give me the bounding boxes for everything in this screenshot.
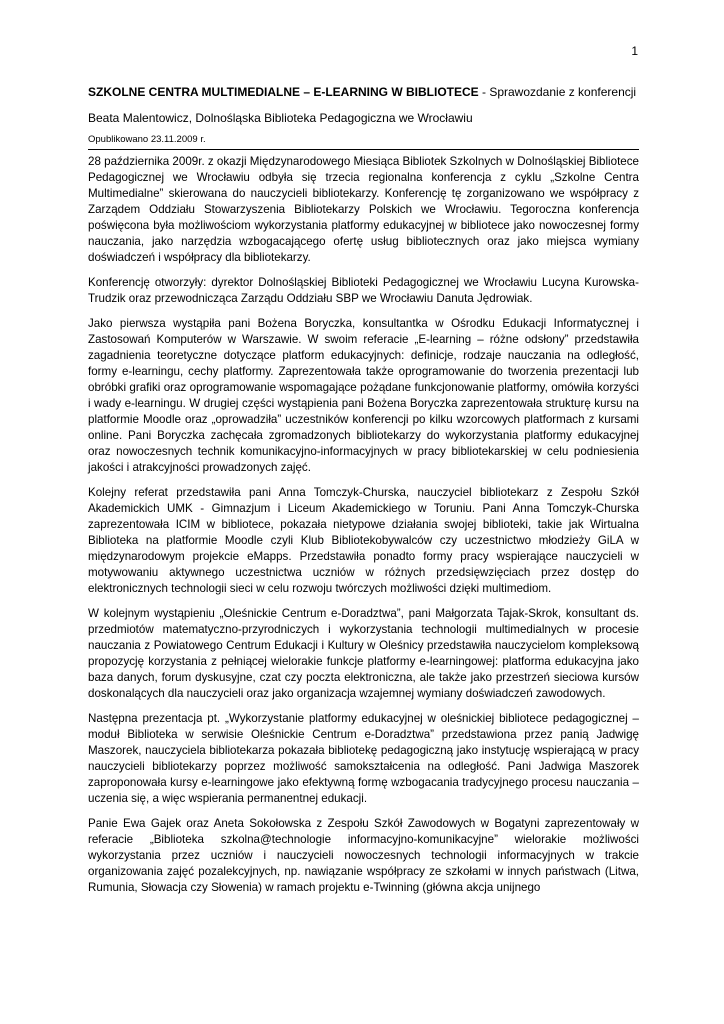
paragraph-opening: Konferencję otworzyły: dyrektor Dolnośląskiej Biblioteki Pedagogicznej we Wrocławiu Lucyna Kurowska-Trudzik oraz przewodnicząca Zarządu Oddziału SBP we Wrocławiu Danuta Jędrowiak. [88, 276, 639, 305]
author-line: Beata Malentowicz, Dolnośląska Biblioteka Pedagogiczna we Wrocławiu [88, 111, 473, 125]
paragraph-tomczyk-churska: Kolejny referat przedstawiła pani Anna Tomczyk-Churska, nauczyciel bibliotekarz z Zespołu Szkół Akademickich UMK - Gimnazjum i Liceum Akademickiego w Toruniu. Pani Anna Tomczyk-Churska zaprezentowała ICIM w bibliotece, pokazała nietypowe działania swojej biblioteki, takie jak Wirtualna Biblioteka na platformie Moodle czyli Klub Bibliotekobywalców czy uczestnictwo młodzieży GiLA w międzynarodowym projekcie eMapps. Przedstawiła ponadto formy pracy wspierające nauczycieli w motywowaniu aktywnego uczestnictwa uczniów w różnych przedsięwzięciach przez dostęp do elektronicznych technologii sieci w celu rozwoju twórczych możliwości dzięki multimediom. [88, 486, 639, 595]
paragraph-maszorek: Następna prezentacja pt. „Wykorzystanie platformy edukacyjnej w oleśnickiej bibliotece pedagogicznej – moduł Biblioteka w serwisie Oleśnickie Centrum e-Doradztwa” przedstawiona przez panią Jadwigę Maszorek, nauczyciela bibliotekarza pokazała bibliotekę pedagogiczną jako instytucję wspierającą w pracy nauczycieli bibliotekarzy poprzez możliwość samokształcenia na odległość. Pani Jadwiga Maszorek zaproponowała kursy e-learningowe jako efektywną formę wzbogacania tradycyjnego procesu nauczania – uczenia się, a więc wspierania permanentnej edukacji. [88, 712, 639, 805]
title-subtitle: - Sprawozdanie z konferencji [478, 85, 637, 99]
page-number: 1 [631, 44, 638, 58]
title-bold: SZKOLNE CENTRA MULTIMEDIALNE – E-LEARNING W BIBLIOTECE [88, 85, 479, 99]
paragraph-boryczka: Jako pierwsza wystąpiła pani Bożena Boryczka, konsultantka w Ośrodku Edukacji Informatycznej i Zastosowań Komputerów w Warszawie. W swoim referacie „E-learning – różne odsłony” przedstawiła zagadnienia teoretyczne dotyczące platform edukacyjnych: definicje, rodzaje nauczania na odległość, formy e-learningu, cechy platformy. Zaprezentowała także oprogramowanie do tworzenia prezentacji lub obróbki grafiki oraz oprogramowanie wspomagające pożądane funkcjonowanie platformy, omówiła korzyści i wady e-learningu. W drugiej części wystąpienia pani Bożena Boryczka zaprezentowała strukturę kursu na platformie Moodle oraz „oprowadziła” uczestników konferencji po kilku wzorcowych platformach z kursami online. Pani Boryczka zachęcała zgromadzonych bibliotekarzy do wykorzystania platformy edukacyjnej oraz nowoczesnych technik komunikacyjno-informacyjnych w pracy bibliotekarskiej w celu podniesienia jakości i atrakcyjności prowadzonych zajęć. [88, 317, 639, 474]
paragraph-tajak-skrok: W kolejnym wystąpieniu „Oleśnickie Centrum e-Doradztwa”, pani Małgorzata Tajak-Skrok, konsultant ds. przedmiotów matematyczno-przyrodniczych i wykorzystania technologii multimedialnych w procesie nauczania z Powiatowego Centrum Edukacji i Kultury w Oleśnicy przedstawiła nauczycielom kompleksową propozycję korzystania z pełniącej wielorakie funkcje platformy e-learningowej: platforma edukacyjna jako baza danych, forum dyskusyjne, czat czy poczta elektroniczna, ale także jako przestrzeń sieciowa kursów doskonalących dla nauczycieli oraz jako organizacja wzajemnej wymiany doświadczeń zawodowych. [88, 607, 639, 700]
publication-date: Opublikowano 23.11.2009 r. [88, 134, 639, 150]
document-body [88, 84, 639, 905]
document-title [88, 84, 639, 100]
paragraph-intro: 28 października 2009r. z okazji Międzynarodowego Miesiąca Bibliotek Szkolnych w Dolnośląskiej Bibliotece Pedagogicznej we Wrocławiu odbyła się trzecia regionalna konferencja z cyklu „Szkolne Centra Multimedialne” skierowana do nauczycieli bibliotekarzy. Konferencję tę zorganizowano we współpracy z Zarządem Oddziału Stowarzyszenia Bibliotekarzy Polskich we Wrocławiu. Tegoroczna konferencja poświęcona była możliwościom wykorzystania platformy edukacyjnej w bibliotece jako nowoczesnej formy nauczania, jako narzędzia wzbogacającego ofertę usług bibliotecznych oraz jako miejsca wymiany doświadczeń i współpracy dla bibliotekarzy. [88, 155, 639, 264]
paragraph-gajek-sokolowska: Panie Ewa Gajek oraz Aneta Sokołowska z Zespołu Szkół Zawodowych w Bogatyni zaprezentowały w referacie „Biblioteka szkolna@technologie informacyjno-komunikacyjne” wielorakie możliwości wykorzystania przez uczniów i nauczycieli nowoczesnych technologii informacyjnych w trakcie organizowania zajęć pozalekcyjnych, np. nawiązanie współpracy ze szkołami w innych państwach (Litwa, Rumunia, Słowacja czy Słowenia) w ramach projektu e-Twinning (główna akcja unijnego [88, 817, 639, 894]
